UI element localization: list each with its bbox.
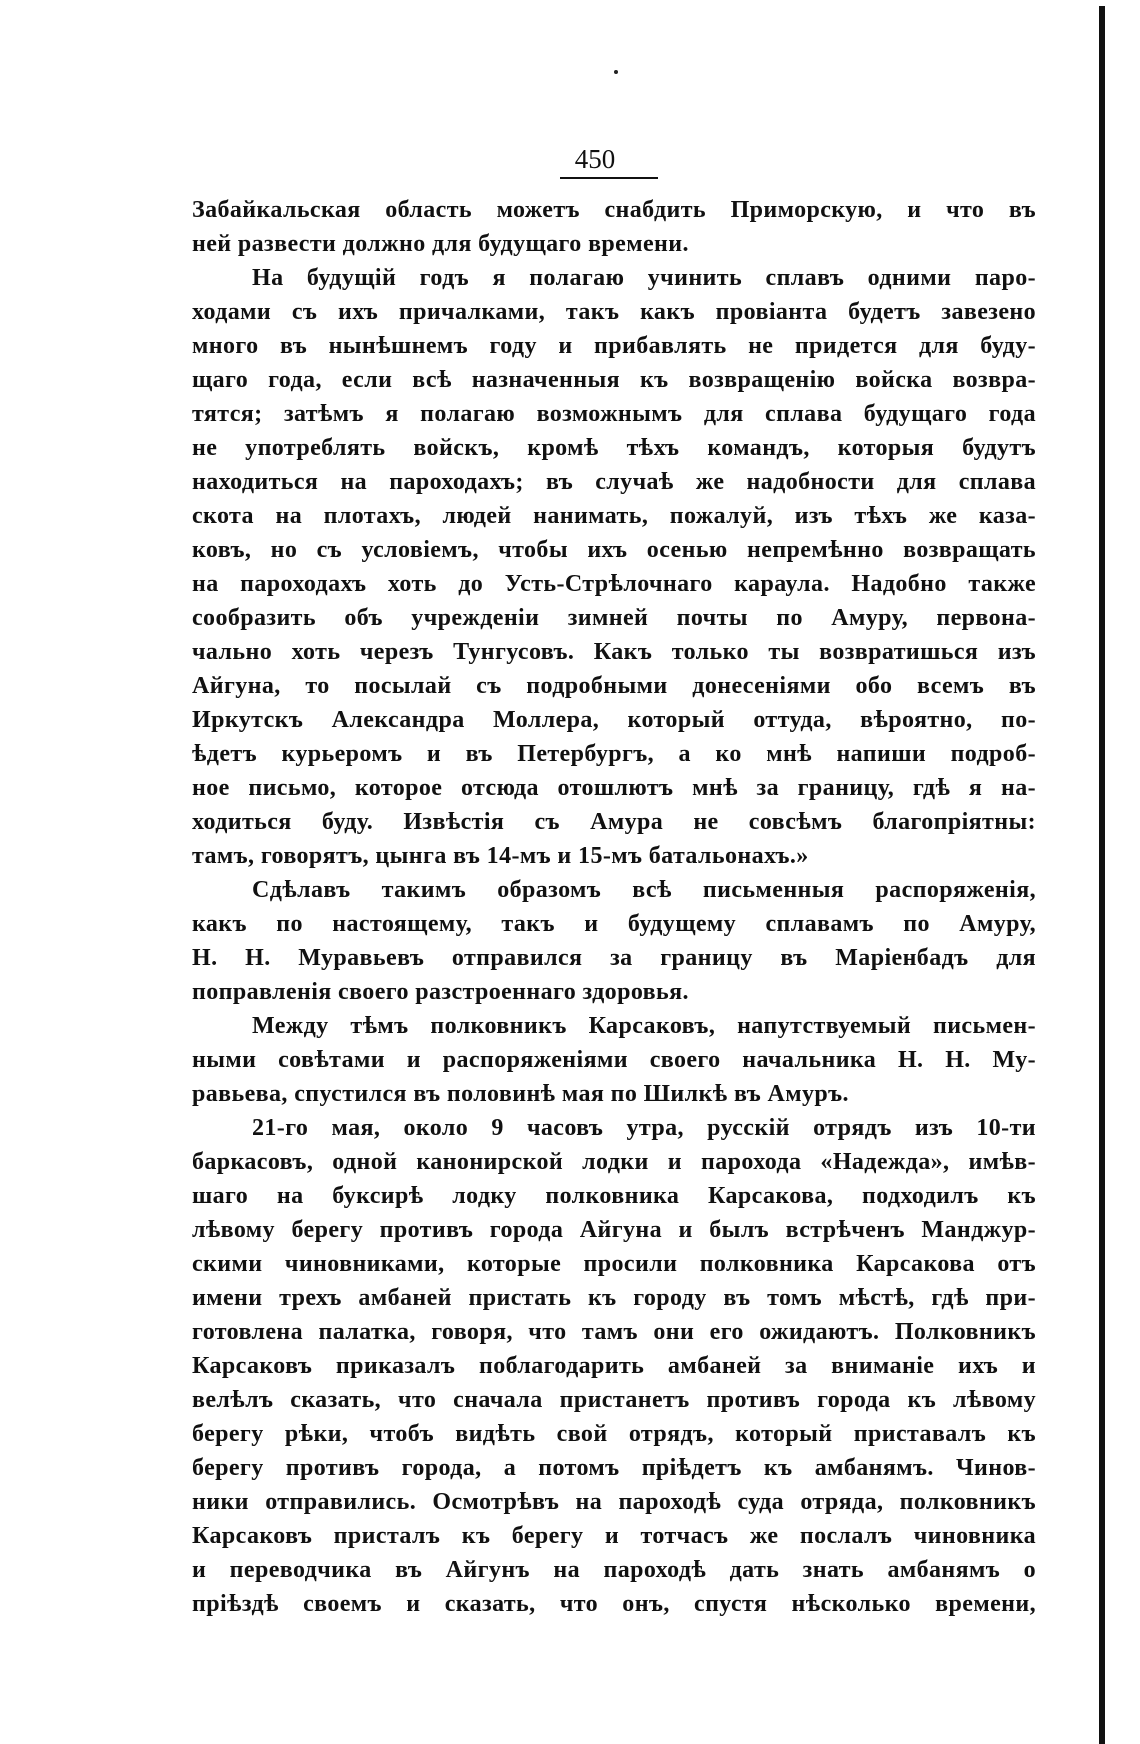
text-line: баркасовъ, одной канонирской лодки и парохода «Надежда», имѣв-: [192, 1149, 1036, 1175]
speck-mark: [614, 70, 618, 74]
text-line: не употреблять войскъ, кромѣ тѣхъ командъ, которыя будутъ: [192, 435, 1036, 461]
text-line: ходиться буду. Извѣстія съ Амура не совсѣмъ благопріятны:: [192, 809, 1036, 835]
text-line: Забайкальская область можетъ снабдить Приморскую, и что въ: [192, 197, 1036, 223]
text-line: скими чиновниками, которые просили полковника Карсакова отъ: [192, 1251, 1036, 1277]
text-line: Карсаковъ приказалъ поблагодарить амбаней за вниманіе ихъ и: [192, 1353, 1036, 1379]
text-line: ными совѣтами и распоряженіями своего начальника Н. Н. Му-: [192, 1047, 1036, 1073]
page-number-underline: [560, 177, 658, 179]
paragraph: [192, 1009, 1036, 1111]
text-line: чально хоть черезъ Тунгусовъ. Какъ только ты возвратишься изъ: [192, 639, 1036, 665]
text-line: щаго года, если всѣ назначенныя къ возвращенію войска возвра-: [192, 367, 1036, 393]
text-line: берегу рѣки, чтобъ видѣть свой отрядъ, который приставалъ къ: [192, 1421, 1036, 1447]
text-line: берегу противъ города, а потомъ пріѣдетъ къ амбанямъ. Чинов-: [192, 1455, 1036, 1481]
text-line: сообразить объ учрежденіи зимней почты по Амуру, первона-: [192, 605, 1036, 631]
text-line: Иркутскъ Александра Моллера, который оттуда, вѣроятно, по-: [192, 707, 1036, 733]
text-line: скота на плотахъ, людей нанимать, пожалуй, изъ тѣхъ же каза-: [192, 503, 1036, 529]
paragraph: [192, 873, 1036, 1009]
text-line: шаго на буксирѣ лодку полковника Карсакова, подходилъ къ: [192, 1183, 1036, 1209]
text-line: тамъ, говорятъ, цынга въ 14-мъ и 15-мъ батальонахъ.»: [192, 843, 809, 869]
paragraph: [192, 261, 1036, 873]
text-line: Айгуна, то посылай съ подробными донесеніями обо всемъ въ: [192, 673, 1036, 699]
page-edge-rule: [1099, 6, 1105, 1744]
text-line: готовлена палатка, говоря, что тамъ они его ожидаютъ. Полковникъ: [192, 1319, 1036, 1345]
text-line: велѣлъ сказать, что сначала пристанетъ противъ города къ лѣвому: [192, 1387, 1036, 1413]
text-line: На будущій годъ я полагаю учинить сплавъ одними паро-: [252, 265, 1036, 291]
text-line: Между тѣмъ полковникъ Карсаковъ, напутствуемый письмен-: [252, 1013, 1036, 1039]
text-line: поправленія своего разстроеннаго здоровья.: [192, 979, 689, 1005]
text-line: много въ нынѣшнемъ году и прибавлять не придется для буду-: [192, 333, 1036, 359]
text-line: Карсаковъ присталъ къ берегу и тотчасъ же послалъ чиновника: [192, 1523, 1036, 1549]
text-line: Сдѣлавъ такимъ образомъ всѣ письменныя распоряженія,: [252, 877, 1036, 903]
text-line: ѣдетъ курьеромъ и въ Петербургъ, а ко мнѣ напиши подроб-: [192, 741, 1036, 767]
text-line: ходами съ ихъ причалками, такъ какъ провіанта будетъ завезено: [192, 299, 1036, 325]
text-line: равьева, спустился въ половинѣ мая по Шилкѣ въ Амуръ.: [192, 1081, 849, 1107]
text-line: какъ по настоящему, такъ и будущему сплавамъ по Амуру,: [192, 911, 1036, 937]
text-line: лѣвому берегу противъ города Айгуна и былъ встрѣченъ Манджур-: [192, 1217, 1036, 1243]
text-line: и переводчика въ Айгунъ на пароходѣ дать знать амбанямъ о: [192, 1557, 1036, 1583]
text-line: ное письмо, которое отсюда отошлютъ мнѣ за границу, гдѣ я на-: [192, 775, 1036, 801]
text-line: на пароходахъ хоть до Усть-Стрѣлочнаго караула. Надобно также: [192, 571, 1036, 597]
text-line: тятся; затѣмъ я полагаю возможнымъ для сплава будущаго года: [192, 401, 1036, 427]
text-line: пріѣздѣ своемъ и сказать, что онъ, спустя нѣсколько времени,: [192, 1591, 1036, 1617]
text-line: 21-го мая, около 9 часовъ утра, русскій отрядъ изъ 10-ти: [252, 1115, 1036, 1141]
text-line: ники отправились. Осмотрѣвъ на пароходѣ суда отряда, полковникъ: [192, 1489, 1036, 1515]
paragraph: [192, 193, 1036, 261]
text-line: находиться на пароходахъ; въ случаѣ же надобности для сплава: [192, 469, 1036, 495]
text-line: ней развести должно для будущаго времени.: [192, 231, 689, 257]
page-number: 450: [574, 144, 616, 174]
text-line: имени трехъ амбаней пристать къ городу въ томъ мѣстѣ, гдѣ при-: [192, 1285, 1036, 1311]
text-line: ковъ, но съ условіемъ, чтобы ихъ осенью непремѣнно возвращать: [192, 537, 1036, 563]
paragraph: [192, 1111, 1036, 1621]
text-line: Н. Н. Муравьевъ отправился за границу въ Маріенбадъ для: [192, 945, 1036, 971]
body-text: [192, 193, 1036, 1621]
